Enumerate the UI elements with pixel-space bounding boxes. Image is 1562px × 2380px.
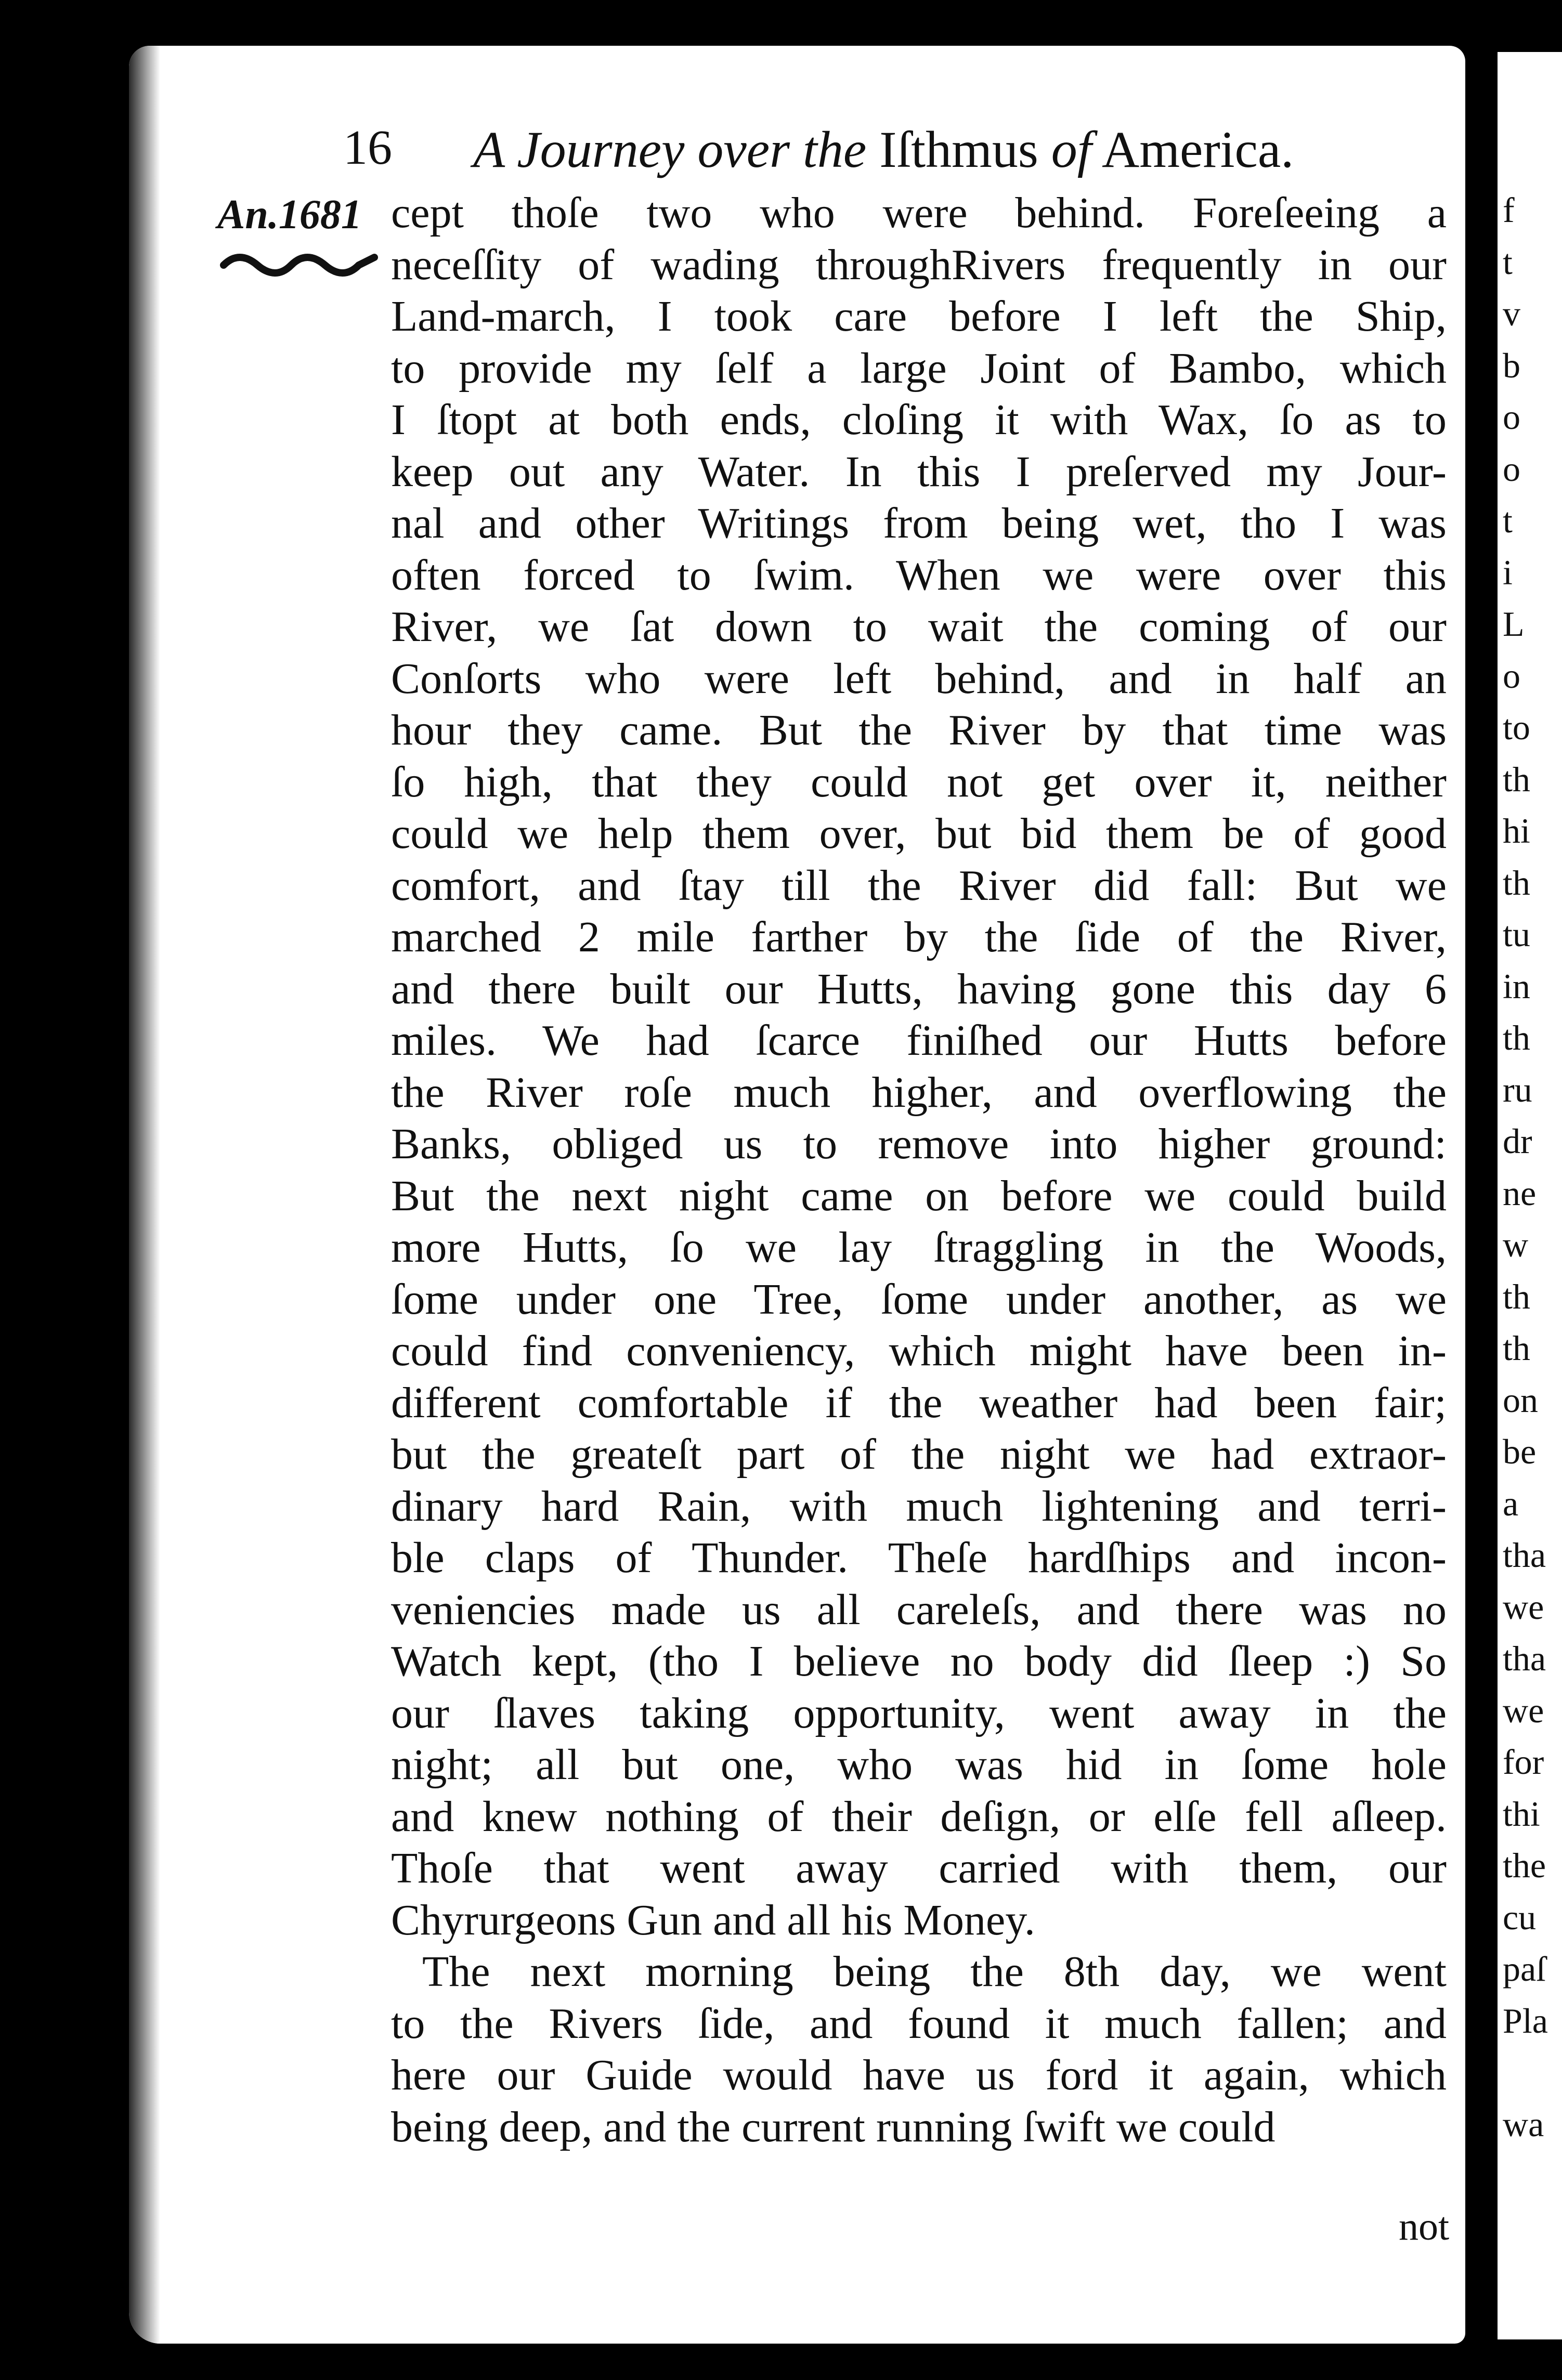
facing-page-fragment: b — [1503, 345, 1520, 385]
facing-page-fragment: o — [1503, 656, 1520, 696]
facing-page-fragment: th — [1503, 1328, 1530, 1368]
facing-page-fragment: for — [1503, 1742, 1544, 1782]
facing-page-fragment: hi — [1503, 811, 1530, 851]
running-head-roman: Iſthmus — [866, 121, 1051, 178]
facing-page-fragment: o — [1503, 449, 1520, 489]
text-line: comfort, and ſtay till the River did fall: But we — [391, 861, 1447, 910]
text-line: marched 2 mile farther by the ſide of the River, — [391, 913, 1447, 961]
text-line: could we help them over, but bid them be of good — [391, 809, 1447, 858]
facing-page-fragment: th — [1503, 862, 1530, 903]
text-line: cept thoſe two who were behind. Foreſeeing a — [391, 189, 1447, 237]
facing-page-fragment: ne — [1503, 1173, 1537, 1213]
text-line: dinary hard Rain, with much lightening and terri- — [391, 1482, 1447, 1531]
running-head — [473, 120, 1294, 179]
text-line: ſo high, that they could not get over it, neither — [391, 757, 1447, 806]
text-line: could find conveniency, which might have been in- — [391, 1327, 1447, 1375]
facing-page-fragment: cu — [1503, 1897, 1537, 1937]
facing-page-fragment: wa — [1503, 2104, 1544, 2144]
text-line: Conſorts who were left behind, and in half an — [391, 654, 1447, 703]
text-line: But the next night came on before we could build — [391, 1171, 1447, 1220]
facing-page-fragment: we — [1503, 1690, 1544, 1730]
running-head-italic: A Journey over the — [473, 121, 867, 178]
text-line: being deep, and the current running ſwift we could — [391, 2102, 1275, 2151]
facing-page-fragment: paſ — [1503, 1949, 1546, 1989]
facing-page-fragment: Pla — [1503, 2000, 1548, 2041]
text-line: ſome under one Tree, ſome under another, as we — [391, 1275, 1447, 1324]
running-head-end: America. — [1091, 121, 1294, 178]
text-line: River, we ſat down to wait the coming of our — [391, 603, 1447, 651]
facing-page-fragment: be — [1503, 1432, 1537, 1471]
facing-page-edge — [1498, 52, 1562, 2339]
facing-page-fragment: L — [1503, 604, 1525, 644]
text-line: to the Rivers ſide, and found it much fallen; and — [391, 1999, 1447, 2048]
text-line: hour they came. But the River by that time was — [391, 706, 1447, 754]
text-line: Watch kept, (tho I believe no body did ſleep :) So — [391, 1637, 1447, 1685]
page-header — [343, 120, 1435, 177]
text-line: The next morning being the 8th day, we went — [422, 1947, 1447, 1996]
facing-page-fragment: tha — [1503, 1639, 1546, 1678]
margin-year-note: An.1681 — [217, 192, 362, 238]
facing-page-fragment: th — [1503, 1018, 1530, 1057]
text-line: to provide my ſelf a large Joint of Bambo, which — [391, 344, 1447, 393]
facing-page-fragment: the — [1503, 1846, 1546, 1885]
facing-page-fragment: w — [1503, 1225, 1529, 1264]
facing-page-fragment: ru — [1503, 1069, 1532, 1109]
text-line: Land-march, I took care before I left the Ship, — [391, 292, 1447, 341]
text-line: the River roſe much higher, and overflowing the — [391, 1068, 1447, 1117]
text-line: and knew nothing of their deſign, or elſe fell aſleep. — [391, 1792, 1447, 1841]
text-line: our ſlaves taking opportunity, went away in the — [391, 1689, 1447, 1737]
facing-page-fragment: i — [1503, 552, 1513, 592]
text-line: more Hutts, ſo we lay ſtraggling in the Woods, — [391, 1223, 1447, 1272]
text-line: miles. We had ſcarce finiſhed our Hutts before — [391, 1016, 1447, 1065]
text-line: nal and other Writings from being wet, tho I was — [391, 499, 1447, 547]
text-line: Banks, obliged us to remove into higher ground: — [391, 1120, 1447, 1168]
facing-page-fragment: v — [1503, 294, 1520, 333]
facing-page-fragment: o — [1503, 397, 1520, 437]
text-line: Chyrurgeons Gun and all his Money. — [391, 1895, 1035, 1944]
facing-page-fragment: t — [1503, 501, 1513, 540]
facing-page-fragment: to — [1503, 708, 1530, 747]
facing-page-fragment: thi — [1503, 1794, 1540, 1834]
text-line: but the greateſt part of the night we had extraor- — [391, 1430, 1447, 1479]
facing-page-fragment: tu — [1503, 914, 1530, 954]
text-line: veniencies made us all careleſs, and there was no — [391, 1585, 1447, 1634]
margin-ornament-icon — [218, 244, 380, 281]
text-line: keep out any Water. In this I preſerved my Jour- — [391, 447, 1447, 496]
running-head-of: of — [1051, 121, 1092, 178]
text-line: night; all but one, who was hid in ſome hole — [391, 1741, 1447, 1789]
text-line: and there built our Hutts, having gone this day 6 — [391, 964, 1447, 1013]
facing-page-fragment: dr — [1503, 1121, 1532, 1161]
text-line: I ſtopt at both ends, cloſing it with Wax, ſo as to — [391, 396, 1447, 444]
facing-page-fragment: tha — [1503, 1535, 1546, 1575]
text-line: ble claps of Thunder. Theſe hardſhips and incon- — [391, 1534, 1447, 1582]
text-line: neceſſity of wading throughRivers frequently in our — [391, 240, 1447, 289]
body-text — [391, 187, 1447, 2153]
text-line: Thoſe that went away carried with them, our — [391, 1844, 1447, 1892]
facing-page-fragment: th — [1503, 759, 1530, 799]
text-line: here our Guide would have us ford it again, which — [391, 2051, 1447, 2099]
facing-page-fragment: f — [1503, 190, 1515, 230]
text-line: often forced to ſwim. When we were over this — [391, 551, 1447, 599]
text-line: different comfortable if the weather had been fair; — [391, 1378, 1447, 1427]
facing-page-fragment: a — [1503, 1483, 1519, 1523]
facing-page-fragment: we — [1503, 1587, 1544, 1627]
facing-page-fragment: th — [1503, 1276, 1530, 1316]
page-gutter-shadow — [129, 46, 160, 2344]
catchword: not — [1399, 2205, 1450, 2248]
facing-page-fragment: on — [1503, 1380, 1538, 1420]
facing-page-fragment: t — [1503, 242, 1513, 282]
page-number: 16 — [343, 121, 392, 175]
facing-page-fragment: in — [1503, 966, 1530, 1006]
